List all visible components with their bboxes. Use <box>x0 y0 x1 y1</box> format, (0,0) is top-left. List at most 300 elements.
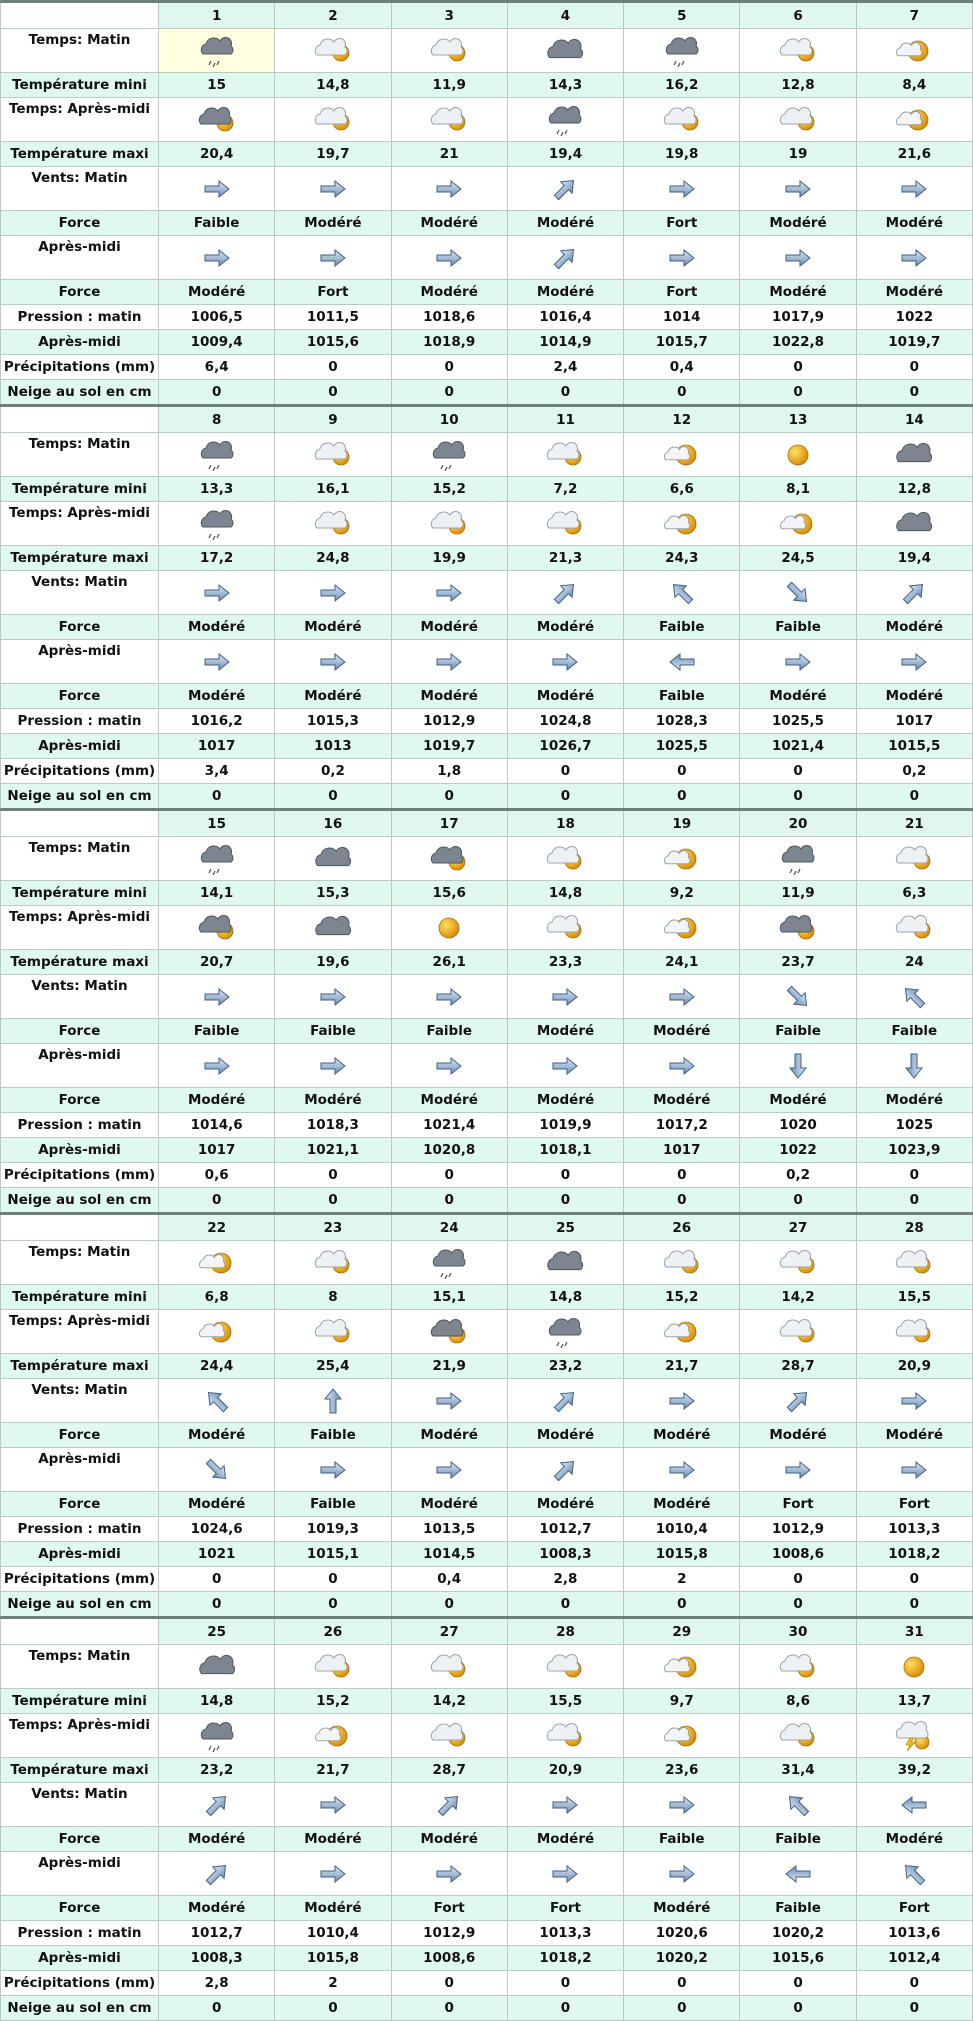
min-temp-value: 16,2 <box>624 73 740 98</box>
precipitation-value: 3,4 <box>159 759 275 784</box>
max-temp-value: 19 <box>740 142 856 167</box>
cloud-sun-icon <box>429 43 469 59</box>
wind-cell <box>391 1783 507 1827</box>
wind-cell <box>856 167 972 211</box>
weather-cell <box>275 29 391 73</box>
wind-afternoon-row <box>1 1044 973 1088</box>
day-number: 25 <box>159 1618 275 1645</box>
pressure-value: 1018,1 <box>507 1138 623 1163</box>
row-label: Temps: Après-midi <box>1 1714 159 1758</box>
sun-cloud-icon <box>662 920 702 936</box>
wind-cell <box>624 1852 740 1896</box>
weather-afternoon-row <box>1 1714 973 1758</box>
precipitation-value: 0,2 <box>275 759 391 784</box>
wind-northwest-icon <box>897 989 931 1005</box>
min-temp-value: 6,3 <box>856 881 972 906</box>
wind-cell <box>624 1448 740 1492</box>
wind-force-afternoon-row <box>1 684 973 709</box>
pressure-value: 1013,3 <box>856 1517 972 1542</box>
weather-cell <box>507 837 623 881</box>
min-temp-value: 15,5 <box>507 1689 623 1714</box>
pressure-value: 1012,7 <box>159 1921 275 1946</box>
dark-cloud-icon <box>894 447 934 463</box>
cloud-sun-icon <box>894 920 934 936</box>
weather-cell <box>275 98 391 142</box>
min-temp-value: 15,6 <box>391 881 507 906</box>
pressure-morning-row <box>1 1921 973 1946</box>
wind-cell <box>507 1852 623 1896</box>
row-label: Précipitations (mm) <box>1 1163 159 1188</box>
snow-value: 0 <box>507 380 623 406</box>
wind-east-icon <box>548 654 582 670</box>
precipitation-value: 0,2 <box>856 759 972 784</box>
pressure-value: 1024,6 <box>159 1517 275 1542</box>
sun-cloud-icon <box>197 1255 237 1271</box>
sun-cloud-icon <box>197 1324 237 1340</box>
rain-cloud-icon <box>197 447 237 463</box>
snow-value: 0 <box>507 1592 623 1618</box>
wind-east-icon <box>316 250 350 266</box>
weather-cell <box>624 98 740 142</box>
min-temp-value: 14,8 <box>507 1285 623 1310</box>
cloud-sun-icon <box>778 1255 818 1271</box>
day-number: 27 <box>391 1618 507 1645</box>
wind-morning-row <box>1 975 973 1019</box>
day-header-row <box>1 2 973 29</box>
min-temp-value: 12,8 <box>740 73 856 98</box>
cloud-sun-icon <box>313 1324 353 1340</box>
max-temp-row <box>1 950 973 975</box>
weather-cell <box>391 502 507 546</box>
pressure-afternoon-row <box>1 1542 973 1567</box>
min-temp-value: 12,8 <box>856 477 972 502</box>
weather-cell <box>740 837 856 881</box>
wind-force-value: Modéré <box>159 684 275 709</box>
row-label: Temps: Après-midi <box>1 906 159 950</box>
cloud-sun-icon <box>429 112 469 128</box>
snow-value: 0 <box>275 1592 391 1618</box>
wind-east-icon <box>781 181 815 197</box>
pressure-value: 1014 <box>624 305 740 330</box>
pressure-value: 1017 <box>624 1138 740 1163</box>
row-label: Après-midi <box>1 1946 159 1971</box>
corner-cell <box>1 1618 159 1645</box>
wind-cell <box>507 1783 623 1827</box>
pressure-value: 1022 <box>856 305 972 330</box>
row-label: Température maxi <box>1 142 159 167</box>
wind-east-icon <box>200 989 234 1005</box>
wind-east-icon <box>548 1866 582 1882</box>
pressure-value: 1013,6 <box>856 1921 972 1946</box>
wind-force-value: Modéré <box>740 684 856 709</box>
wind-east-icon <box>432 1462 466 1478</box>
pressure-value: 1017 <box>159 1138 275 1163</box>
weather-cell <box>507 906 623 950</box>
min-temp-value: 11,9 <box>391 73 507 98</box>
precipitation-value: 0 <box>624 1971 740 1996</box>
wind-force-value: Faible <box>624 1827 740 1852</box>
row-label: Température mini <box>1 1689 159 1714</box>
weather-cell <box>740 1310 856 1354</box>
wind-northeast-icon <box>548 181 582 197</box>
corner-cell <box>1 1214 159 1241</box>
wind-east-icon <box>432 1058 466 1074</box>
precipitation-row <box>1 1971 973 1996</box>
wind-cell <box>275 571 391 615</box>
snow-value: 0 <box>275 1996 391 2021</box>
day-header-row <box>1 1214 973 1241</box>
row-label: Force <box>1 280 159 305</box>
row-label: Pression : matin <box>1 1517 159 1542</box>
wind-morning-row <box>1 1783 973 1827</box>
wind-force-value: Modéré <box>507 1827 623 1852</box>
snow-value: 0 <box>159 1996 275 2021</box>
max-temp-value: 19,4 <box>856 546 972 571</box>
weather-cell <box>624 502 740 546</box>
pressure-value: 1024,8 <box>507 709 623 734</box>
wind-cell <box>624 1044 740 1088</box>
wind-force-morning-row <box>1 615 973 640</box>
wind-cell <box>159 1044 275 1088</box>
wind-cell <box>275 1379 391 1423</box>
weather-afternoon-row <box>1 98 973 142</box>
pressure-value: 1021,4 <box>391 1113 507 1138</box>
wind-east-icon <box>781 250 815 266</box>
weather-cell <box>740 502 856 546</box>
max-temp-value: 23,2 <box>159 1758 275 1783</box>
dark-cloud-sun-icon <box>197 112 237 128</box>
wind-force-value: Modéré <box>159 1423 275 1448</box>
dark-cloud-sun-icon <box>778 920 818 936</box>
cloud-sun-icon <box>545 447 585 463</box>
sun-icon <box>778 447 818 463</box>
wind-east-icon <box>548 989 582 1005</box>
weather-cell <box>391 1241 507 1285</box>
precipitation-value: 0 <box>740 355 856 380</box>
row-label: Force <box>1 684 159 709</box>
rain-cloud-icon <box>429 1255 469 1271</box>
cloud-sun-icon <box>313 447 353 463</box>
weather-cell <box>507 1645 623 1689</box>
cloud-sun-icon <box>545 1659 585 1675</box>
pressure-value: 1018,6 <box>391 305 507 330</box>
row-label: Neige au sol en cm <box>1 1188 159 1214</box>
pressure-morning-row <box>1 1517 973 1542</box>
snow-value: 0 <box>507 1996 623 2021</box>
pressure-value: 1018,2 <box>507 1946 623 1971</box>
wind-cell <box>624 571 740 615</box>
snow-value: 0 <box>740 1188 856 1214</box>
pressure-value: 1025,5 <box>740 709 856 734</box>
day-number: 6 <box>740 2 856 29</box>
weather-afternoon-row <box>1 502 973 546</box>
wind-east-icon <box>548 1797 582 1813</box>
wind-cell <box>275 975 391 1019</box>
wind-cell <box>740 1448 856 1492</box>
wind-cell <box>275 1044 391 1088</box>
day-header-row <box>1 1618 973 1645</box>
precipitation-value: 0,6 <box>159 1163 275 1188</box>
wind-force-value: Modéré <box>507 615 623 640</box>
wind-force-afternoon-row <box>1 280 973 305</box>
snow-row <box>1 380 973 406</box>
day-header-row <box>1 406 973 433</box>
sun-cloud-icon <box>894 112 934 128</box>
row-label: Force <box>1 1827 159 1852</box>
max-temp-value: 21,3 <box>507 546 623 571</box>
row-label: Temps: Après-midi <box>1 98 159 142</box>
weather-cell <box>275 837 391 881</box>
max-temp-value: 19,9 <box>391 546 507 571</box>
row-label: Après-midi <box>1 640 159 684</box>
weather-afternoon-row <box>1 906 973 950</box>
dark-cloud-sun-icon <box>197 920 237 936</box>
wind-force-value: Fort <box>507 1896 623 1921</box>
max-temp-value: 24 <box>856 950 972 975</box>
wind-cell <box>275 640 391 684</box>
rain-cloud-icon <box>429 447 469 463</box>
pressure-value: 1021,1 <box>275 1138 391 1163</box>
wind-force-value: Modéré <box>507 211 623 236</box>
day-number: 18 <box>507 810 623 837</box>
max-temp-value: 24,5 <box>740 546 856 571</box>
pressure-value: 1023,9 <box>856 1138 972 1163</box>
weather-cell <box>159 98 275 142</box>
wind-force-value: Modéré <box>275 684 391 709</box>
wind-cell <box>391 167 507 211</box>
wind-force-value: Faible <box>740 1019 856 1044</box>
wind-force-value: Modéré <box>624 1492 740 1517</box>
wind-force-value: Modéré <box>856 1088 972 1113</box>
wind-cell <box>391 975 507 1019</box>
row-label: Température mini <box>1 73 159 98</box>
min-temp-value: 9,2 <box>624 881 740 906</box>
pressure-afternoon-row <box>1 1946 973 1971</box>
weather-morning-row <box>1 29 973 73</box>
pressure-value: 1017 <box>159 734 275 759</box>
max-temp-value: 25,4 <box>275 1354 391 1379</box>
corner-cell <box>1 810 159 837</box>
wind-force-value: Modéré <box>624 1088 740 1113</box>
pressure-value: 1020,2 <box>740 1921 856 1946</box>
weather-cell <box>740 1645 856 1689</box>
dark-cloud-icon <box>313 851 353 867</box>
weather-cell <box>391 1714 507 1758</box>
day-number: 26 <box>624 1214 740 1241</box>
wind-force-value: Modéré <box>275 1088 391 1113</box>
weather-cell <box>624 1310 740 1354</box>
pressure-value: 1018,2 <box>856 1542 972 1567</box>
wind-east-icon <box>665 1797 699 1813</box>
wind-east-icon <box>665 1058 699 1074</box>
wind-force-value: Fort <box>275 280 391 305</box>
min-temp-value: 9,7 <box>624 1689 740 1714</box>
min-temp-value: 15,3 <box>275 881 391 906</box>
wind-force-morning-row <box>1 1423 973 1448</box>
wind-cell <box>159 1448 275 1492</box>
wind-cell <box>391 640 507 684</box>
wind-force-afternoon-row <box>1 1896 973 1921</box>
precipitation-value: 0 <box>391 1163 507 1188</box>
sun-cloud-icon <box>778 516 818 532</box>
wind-cell <box>740 1044 856 1088</box>
max-temp-row <box>1 546 973 571</box>
precipitation-value: 6,4 <box>159 355 275 380</box>
pressure-afternoon-row <box>1 734 973 759</box>
wind-cell <box>856 571 972 615</box>
rain-cloud-icon <box>197 516 237 532</box>
weather-cell <box>740 29 856 73</box>
sun-cloud-icon <box>662 447 702 463</box>
weather-cell <box>856 433 972 477</box>
max-temp-value: 19,8 <box>624 142 740 167</box>
wind-east-icon <box>665 250 699 266</box>
wind-force-value: Modéré <box>391 615 507 640</box>
row-label: Neige au sol en cm <box>1 1996 159 2021</box>
wind-cell <box>275 1852 391 1896</box>
wind-northeast-icon <box>548 250 582 266</box>
wind-northeast-icon <box>432 1797 466 1813</box>
day-number: 11 <box>507 406 623 433</box>
min-temp-value: 7,2 <box>507 477 623 502</box>
snow-value: 0 <box>740 784 856 810</box>
weather-cell <box>391 98 507 142</box>
sun-cloud-icon <box>662 1659 702 1675</box>
precipitation-value: 0 <box>624 759 740 784</box>
min-temp-value: 8,1 <box>740 477 856 502</box>
snow-value: 0 <box>159 1592 275 1618</box>
weather-cell <box>159 1310 275 1354</box>
pressure-morning-row <box>1 709 973 734</box>
row-label: Après-midi <box>1 1542 159 1567</box>
pressure-morning-row <box>1 305 973 330</box>
snow-value: 0 <box>159 1188 275 1214</box>
cloud-sun-icon <box>894 1255 934 1271</box>
wind-east-icon <box>897 1462 931 1478</box>
weather-cell <box>624 433 740 477</box>
min-temp-value: 15,1 <box>391 1285 507 1310</box>
wind-force-value: Modéré <box>391 1423 507 1448</box>
pressure-morning-row <box>1 1113 973 1138</box>
wind-cell <box>391 1379 507 1423</box>
wind-cell <box>159 1783 275 1827</box>
precipitation-value: 0 <box>275 1163 391 1188</box>
sun-cloud-icon <box>313 1728 353 1744</box>
cloud-sun-icon <box>778 112 818 128</box>
wind-force-value: Modéré <box>391 280 507 305</box>
pressure-value: 1014,5 <box>391 1542 507 1567</box>
wind-east-icon <box>316 1866 350 1882</box>
max-temp-value: 20,4 <box>159 142 275 167</box>
weather-cell <box>507 433 623 477</box>
weather-cell <box>624 837 740 881</box>
weather-cell <box>275 906 391 950</box>
wind-force-value: Fort <box>391 1896 507 1921</box>
row-label: Température maxi <box>1 950 159 975</box>
max-temp-value: 23,2 <box>507 1354 623 1379</box>
wind-northeast-icon <box>548 585 582 601</box>
wind-force-value: Modéré <box>507 1088 623 1113</box>
row-label: Précipitations (mm) <box>1 1971 159 1996</box>
row-label: Neige au sol en cm <box>1 380 159 406</box>
max-temp-value: 19,7 <box>275 142 391 167</box>
pressure-value: 1020,6 <box>624 1921 740 1946</box>
row-label: Après-midi <box>1 734 159 759</box>
wind-cell <box>159 1379 275 1423</box>
wind-cell <box>740 640 856 684</box>
cloud-sun-icon <box>313 112 353 128</box>
row-label: Température maxi <box>1 546 159 571</box>
wind-force-value: Faible <box>275 1019 391 1044</box>
weather-cell <box>391 837 507 881</box>
weather-cell <box>275 1241 391 1285</box>
wind-force-afternoon-row <box>1 1492 973 1517</box>
wind-cell <box>740 975 856 1019</box>
wind-cell <box>507 1448 623 1492</box>
wind-force-value: Modéré <box>391 1492 507 1517</box>
weather-cell <box>159 1645 275 1689</box>
snow-value: 0 <box>856 1592 972 1618</box>
wind-cell <box>507 975 623 1019</box>
weather-cell <box>159 1714 275 1758</box>
day-number: 2 <box>275 2 391 29</box>
precipitation-value: 0 <box>856 1567 972 1592</box>
precipitation-value: 0 <box>159 1567 275 1592</box>
weather-cell <box>391 1310 507 1354</box>
sun-icon <box>429 920 469 936</box>
weather-cell <box>159 837 275 881</box>
wind-force-value: Modéré <box>856 211 972 236</box>
wind-northeast-icon <box>200 1797 234 1813</box>
snow-value: 0 <box>624 784 740 810</box>
wind-force-value: Modéré <box>624 1423 740 1448</box>
wind-east-icon <box>316 1058 350 1074</box>
wind-cell <box>624 167 740 211</box>
precipitation-row <box>1 1567 973 1592</box>
rain-cloud-icon <box>197 43 237 59</box>
dark-cloud-icon <box>197 1659 237 1675</box>
day-number: 1 <box>159 2 275 29</box>
wind-cell <box>856 975 972 1019</box>
rain-cloud-icon <box>662 43 702 59</box>
min-temp-value: 13,3 <box>159 477 275 502</box>
max-temp-value: 24,8 <box>275 546 391 571</box>
cloud-sun-icon <box>429 1659 469 1675</box>
weather-cell <box>391 433 507 477</box>
pressure-value: 1020 <box>740 1113 856 1138</box>
wind-east-icon <box>665 1866 699 1882</box>
day-number: 27 <box>740 1214 856 1241</box>
day-number: 28 <box>507 1618 623 1645</box>
pressure-value: 1017 <box>856 709 972 734</box>
wind-east-icon <box>432 654 466 670</box>
wind-force-value: Modéré <box>391 684 507 709</box>
cloud-sun-icon <box>545 516 585 532</box>
wind-cell <box>856 236 972 280</box>
precipitation-value: 0 <box>507 1971 623 1996</box>
wind-east-icon <box>432 1393 466 1409</box>
row-label: Après-midi <box>1 1138 159 1163</box>
weather-cell <box>507 1241 623 1285</box>
wind-cell <box>624 1379 740 1423</box>
pressure-value: 1017,2 <box>624 1113 740 1138</box>
row-label: Après-midi <box>1 1852 159 1896</box>
sun-icon <box>894 1659 934 1675</box>
day-number: 13 <box>740 406 856 433</box>
wind-force-value: Modéré <box>856 280 972 305</box>
wind-afternoon-row <box>1 1852 973 1896</box>
cloud-sun-icon <box>313 43 353 59</box>
